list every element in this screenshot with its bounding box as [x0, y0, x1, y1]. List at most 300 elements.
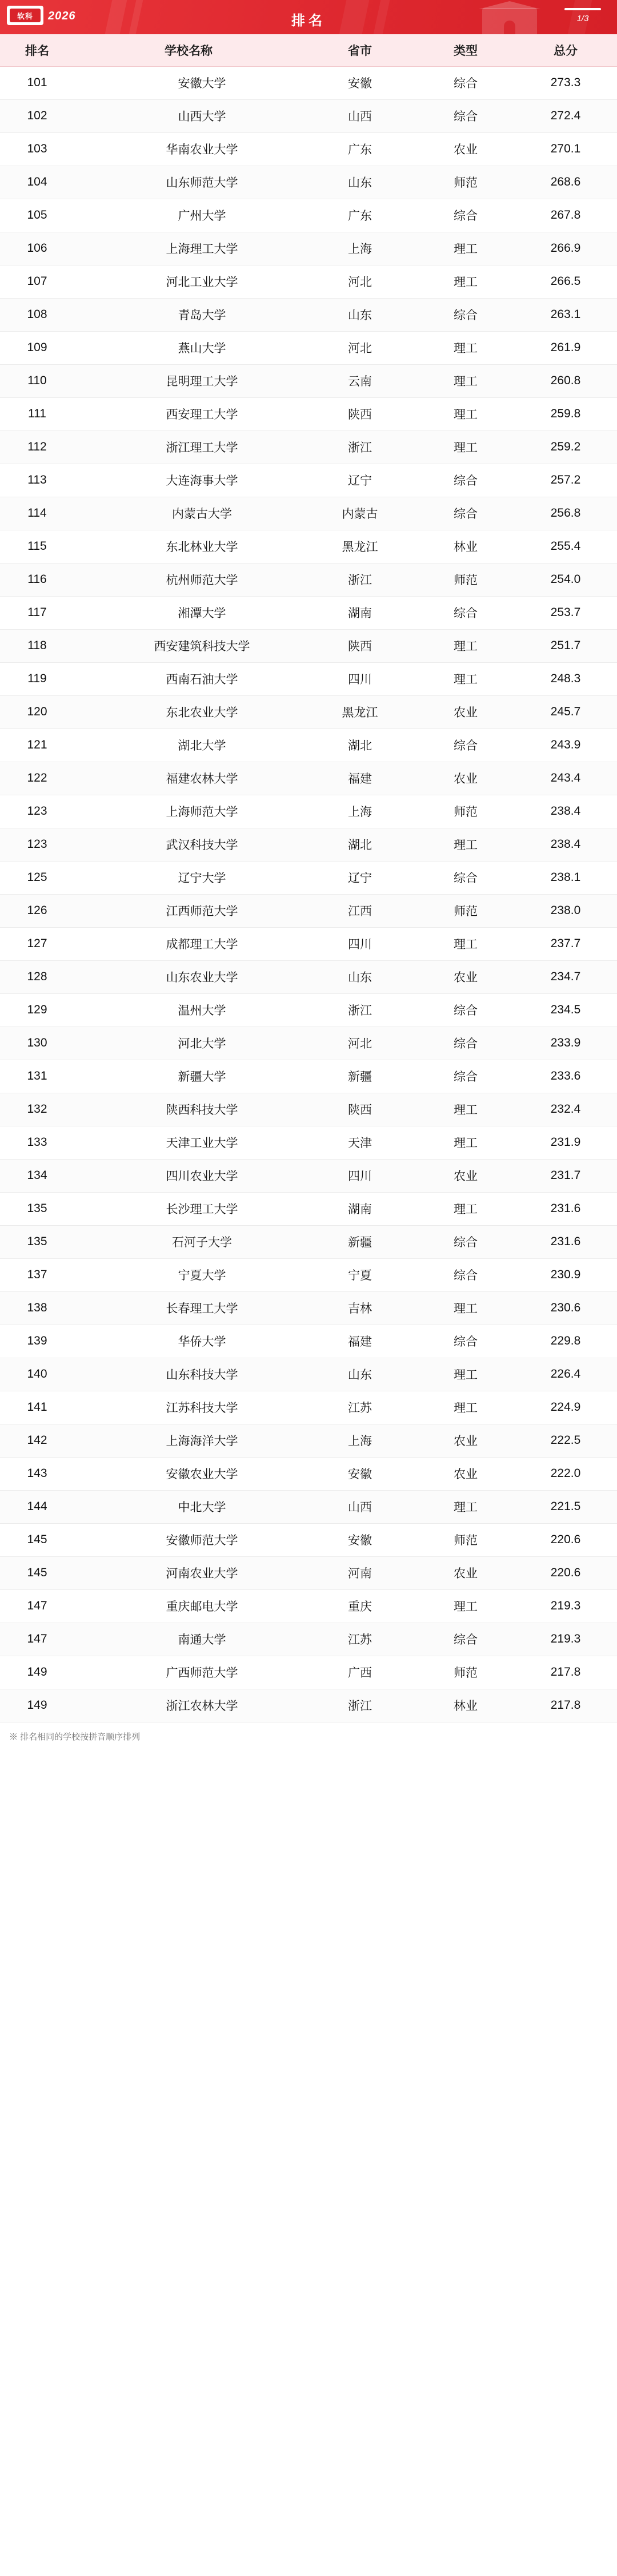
cell-rank: 123: [0, 828, 74, 861]
cell-total-score: 230.9: [514, 1258, 617, 1291]
cell-rank: 126: [0, 894, 74, 927]
cell-total-score: 224.9: [514, 1391, 617, 1424]
cell-rank: 127: [0, 927, 74, 960]
cell-province: 广东: [303, 199, 417, 232]
cell-type: 农业: [417, 762, 514, 795]
cell-school-name: 武汉科技大学: [74, 828, 303, 861]
cell-total-score: 260.8: [514, 364, 617, 397]
table-row[interactable]: [0, 331, 617, 364]
cell-province: 宁夏: [303, 1258, 417, 1291]
cell-total-score: 231.6: [514, 1192, 617, 1225]
cell-type: 理工: [417, 232, 514, 265]
cell-type: 师范: [417, 1523, 514, 1556]
cell-rank: 103: [0, 132, 74, 166]
edition-year: 2026: [48, 10, 76, 22]
cell-school-name: 河北大学: [74, 1027, 303, 1060]
cell-school-name: 西安理工大学: [74, 397, 303, 430]
cell-rank: 104: [0, 166, 74, 199]
cell-province: 浙江: [303, 1689, 417, 1722]
cell-total-score: 233.9: [514, 1027, 617, 1060]
cell-school-name: 华南农业大学: [74, 132, 303, 166]
cell-province: 云南: [303, 364, 417, 397]
table-row[interactable]: [0, 1556, 617, 1589]
cell-school-name: 昆明理工大学: [74, 364, 303, 397]
cell-school-name: 西安建筑科技大学: [74, 629, 303, 662]
cell-school-name: 青岛大学: [74, 298, 303, 331]
header-banner: [0, 0, 617, 34]
cell-type: 理工: [417, 1589, 514, 1623]
table-row[interactable]: [0, 927, 617, 960]
cell-rank: 107: [0, 265, 74, 298]
cell-school-name: 山东农业大学: [74, 960, 303, 993]
column-header-school-name: 学校名称: [74, 34, 303, 66]
cell-province: 安徽: [303, 1523, 417, 1556]
cell-type: 理工: [417, 1391, 514, 1424]
cell-rank: 109: [0, 331, 74, 364]
table-row[interactable]: [0, 563, 617, 596]
table-row[interactable]: [0, 993, 617, 1027]
cell-type: 综合: [417, 99, 514, 132]
cell-school-name: 东北农业大学: [74, 695, 303, 728]
cell-rank: 105: [0, 199, 74, 232]
cell-province: 重庆: [303, 1589, 417, 1623]
cell-province: 山东: [303, 960, 417, 993]
cell-school-name: 宁夏大学: [74, 1258, 303, 1291]
cell-type: 师范: [417, 166, 514, 199]
cell-rank: 117: [0, 596, 74, 629]
cell-school-name: 广西师范大学: [74, 1656, 303, 1689]
cell-province: 上海: [303, 1424, 417, 1457]
table-row[interactable]: [0, 265, 617, 298]
ranking-table: [0, 34, 617, 1722]
page-indicator-text: 1/3: [576, 14, 589, 23]
cell-rank: 108: [0, 298, 74, 331]
table-row[interactable]: [0, 1457, 617, 1490]
cell-total-score: 238.1: [514, 861, 617, 894]
table-row[interactable]: [0, 132, 617, 166]
cell-type: 师范: [417, 1656, 514, 1689]
cell-total-score: 253.7: [514, 596, 617, 629]
cell-rank: 130: [0, 1027, 74, 1060]
table-row[interactable]: [0, 1060, 617, 1093]
cell-school-name: 上海理工大学: [74, 232, 303, 265]
cell-type: 理工: [417, 629, 514, 662]
cell-rank: 141: [0, 1391, 74, 1424]
cell-rank: 149: [0, 1689, 74, 1722]
cell-school-name: 江苏科技大学: [74, 1391, 303, 1424]
table-row[interactable]: [0, 1589, 617, 1623]
cell-school-name: 燕山大学: [74, 331, 303, 364]
cell-total-score: 256.8: [514, 497, 617, 530]
cell-rank: 113: [0, 464, 74, 497]
cell-type: 综合: [417, 1027, 514, 1060]
cell-school-name: 山东科技大学: [74, 1358, 303, 1391]
cell-rank: 145: [0, 1523, 74, 1556]
table-row[interactable]: [0, 99, 617, 132]
table-row[interactable]: [0, 1027, 617, 1060]
table-row[interactable]: [0, 1689, 617, 1722]
cell-rank: 106: [0, 232, 74, 265]
cell-rank: 137: [0, 1258, 74, 1291]
table-row[interactable]: [0, 596, 617, 629]
table-row[interactable]: [0, 1490, 617, 1523]
table-row[interactable]: [0, 1159, 617, 1192]
table-row[interactable]: [0, 861, 617, 894]
cell-school-name: 南通大学: [74, 1623, 303, 1656]
cell-type: 理工: [417, 1093, 514, 1126]
cell-rank: 132: [0, 1093, 74, 1126]
table-body: [0, 66, 617, 1722]
cell-rank: 102: [0, 99, 74, 132]
cell-province: 江苏: [303, 1391, 417, 1424]
cell-school-name: 华侨大学: [74, 1325, 303, 1358]
cell-rank: 101: [0, 66, 74, 99]
table-row[interactable]: [0, 728, 617, 762]
table-row[interactable]: [0, 828, 617, 861]
table-row[interactable]: [0, 762, 617, 795]
cell-type: 师范: [417, 563, 514, 596]
page-indicator: [564, 8, 601, 23]
cell-rank: 138: [0, 1291, 74, 1325]
cell-province: 内蒙古: [303, 497, 417, 530]
cell-type: 综合: [417, 1325, 514, 1358]
cell-school-name: 广州大学: [74, 199, 303, 232]
cell-rank: 133: [0, 1126, 74, 1159]
cell-province: 陕西: [303, 397, 417, 430]
cell-province: 江苏: [303, 1623, 417, 1656]
cell-total-score: 217.8: [514, 1689, 617, 1722]
cell-school-name: 西南石油大学: [74, 662, 303, 695]
cell-school-name: 内蒙古大学: [74, 497, 303, 530]
cell-total-score: 221.5: [514, 1490, 617, 1523]
cell-province: 安徽: [303, 66, 417, 99]
cell-school-name: 浙江理工大学: [74, 430, 303, 464]
table-row[interactable]: [0, 497, 617, 530]
cell-total-score: 263.1: [514, 298, 617, 331]
cell-province: 山西: [303, 1490, 417, 1523]
cell-rank: 123: [0, 795, 74, 828]
table-row[interactable]: [0, 1656, 617, 1689]
cell-total-score: 222.0: [514, 1457, 617, 1490]
column-header-type: 类型: [417, 34, 514, 66]
cell-type: 理工: [417, 397, 514, 430]
cell-school-name: 新疆大学: [74, 1060, 303, 1093]
cell-rank: 110: [0, 364, 74, 397]
cell-school-name: 大连海事大学: [74, 464, 303, 497]
cell-rank: 114: [0, 497, 74, 530]
cell-province: 河北: [303, 265, 417, 298]
cell-type: 综合: [417, 1225, 514, 1258]
cell-total-score: 226.4: [514, 1358, 617, 1391]
table-row[interactable]: [0, 629, 617, 662]
cell-province: 山东: [303, 298, 417, 331]
cell-rank: 118: [0, 629, 74, 662]
cell-rank: 125: [0, 861, 74, 894]
page-indicator-bar: [564, 8, 601, 10]
cell-total-score: 238.4: [514, 828, 617, 861]
cell-type: 综合: [417, 298, 514, 331]
brand-logo-text: 软科: [10, 9, 41, 22]
cell-province: 福建: [303, 762, 417, 795]
cell-rank: 112: [0, 430, 74, 464]
cell-school-name: 河南农业大学: [74, 1556, 303, 1589]
cell-type: 理工: [417, 265, 514, 298]
cell-rank: 131: [0, 1060, 74, 1093]
cell-rank: 140: [0, 1358, 74, 1391]
cell-type: 农业: [417, 1556, 514, 1589]
table-row[interactable]: [0, 1523, 617, 1556]
cell-school-name: 重庆邮电大学: [74, 1589, 303, 1623]
cell-rank: 145: [0, 1556, 74, 1589]
table-row[interactable]: [0, 695, 617, 728]
cell-total-score: 220.6: [514, 1556, 617, 1589]
table-row[interactable]: [0, 894, 617, 927]
cell-school-name: 安徽大学: [74, 66, 303, 99]
cell-type: 农业: [417, 1159, 514, 1192]
cell-school-name: 福建农林大学: [74, 762, 303, 795]
cell-province: 辽宁: [303, 464, 417, 497]
cell-province: 湖南: [303, 596, 417, 629]
table-row[interactable]: [0, 298, 617, 331]
cell-school-name: 安徽农业大学: [74, 1457, 303, 1490]
cell-rank: 129: [0, 993, 74, 1027]
table-row[interactable]: [0, 464, 617, 497]
cell-rank: 142: [0, 1424, 74, 1457]
table-row[interactable]: [0, 364, 617, 397]
cell-rank: 149: [0, 1656, 74, 1689]
cell-total-score: 220.6: [514, 1523, 617, 1556]
cell-rank: 147: [0, 1589, 74, 1623]
cell-type: 综合: [417, 1258, 514, 1291]
table-row[interactable]: [0, 1126, 617, 1159]
cell-school-name: 陕西科技大学: [74, 1093, 303, 1126]
cell-rank: 139: [0, 1325, 74, 1358]
cell-total-score: 259.2: [514, 430, 617, 464]
cell-total-score: 219.3: [514, 1623, 617, 1656]
table-header-row: [0, 34, 617, 66]
cell-total-score: 231.7: [514, 1159, 617, 1192]
cell-total-score: 254.0: [514, 563, 617, 596]
cell-province: 安徽: [303, 1457, 417, 1490]
cell-province: 四川: [303, 927, 417, 960]
cell-type: 综合: [417, 199, 514, 232]
cell-total-score: 238.4: [514, 795, 617, 828]
cell-province: 湖北: [303, 828, 417, 861]
cell-type: 综合: [417, 993, 514, 1027]
cell-school-name: 成都理工大学: [74, 927, 303, 960]
cell-type: 理工: [417, 1192, 514, 1225]
cell-total-score: 273.3: [514, 66, 617, 99]
cell-total-score: 217.8: [514, 1656, 617, 1689]
cell-province: 河北: [303, 1027, 417, 1060]
table-row[interactable]: [0, 430, 617, 464]
cell-rank: 134: [0, 1159, 74, 1192]
cell-type: 理工: [417, 1358, 514, 1391]
cell-total-score: 232.4: [514, 1093, 617, 1126]
cell-type: 综合: [417, 861, 514, 894]
cell-province: 吉林: [303, 1291, 417, 1325]
cell-province: 四川: [303, 1159, 417, 1192]
cell-province: 山东: [303, 166, 417, 199]
cell-total-score: 229.8: [514, 1325, 617, 1358]
cell-total-score: 243.9: [514, 728, 617, 762]
cell-province: 广东: [303, 132, 417, 166]
table-row[interactable]: [0, 1358, 617, 1391]
cell-province: 新疆: [303, 1225, 417, 1258]
cell-school-name: 山西大学: [74, 99, 303, 132]
cell-school-name: 安徽师范大学: [74, 1523, 303, 1556]
cell-province: 广西: [303, 1656, 417, 1689]
cell-school-name: 湘潭大学: [74, 596, 303, 629]
table-row[interactable]: [0, 1391, 617, 1424]
cell-province: 天津: [303, 1126, 417, 1159]
cell-type: 师范: [417, 795, 514, 828]
column-header-total-score: 总分: [514, 34, 617, 66]
cell-province: 河北: [303, 331, 417, 364]
cell-total-score: 222.5: [514, 1424, 617, 1457]
cell-school-name: 石河子大学: [74, 1225, 303, 1258]
cell-school-name: 中北大学: [74, 1490, 303, 1523]
cell-rank: 116: [0, 563, 74, 596]
cell-total-score: 255.4: [514, 530, 617, 563]
cell-total-score: 266.5: [514, 265, 617, 298]
cell-school-name: 长春理工大学: [74, 1291, 303, 1325]
cell-province: 上海: [303, 795, 417, 828]
table-row[interactable]: [0, 397, 617, 430]
cell-school-name: 上海海洋大学: [74, 1424, 303, 1457]
cell-total-score: 219.3: [514, 1589, 617, 1623]
cell-school-name: 四川农业大学: [74, 1159, 303, 1192]
table-row[interactable]: [0, 1192, 617, 1225]
cell-rank: 128: [0, 960, 74, 993]
cell-type: 农业: [417, 132, 514, 166]
cell-school-name: 东北林业大学: [74, 530, 303, 563]
cell-total-score: 230.6: [514, 1291, 617, 1325]
cell-rank: 111: [0, 397, 74, 430]
cell-type: 综合: [417, 1623, 514, 1656]
table-row[interactable]: [0, 1325, 617, 1358]
cell-type: 综合: [417, 1060, 514, 1093]
cell-type: 综合: [417, 66, 514, 99]
table-row[interactable]: [0, 166, 617, 199]
table-row[interactable]: [0, 1623, 617, 1656]
cell-total-score: 268.6: [514, 166, 617, 199]
cell-school-name: 长沙理工大学: [74, 1192, 303, 1225]
table-row[interactable]: [0, 1225, 617, 1258]
page-title: 排名: [291, 13, 326, 29]
cell-total-score: 266.9: [514, 232, 617, 265]
cell-province: 浙江: [303, 993, 417, 1027]
cell-school-name: 温州大学: [74, 993, 303, 1027]
cell-province: 山西: [303, 99, 417, 132]
table-row[interactable]: [0, 1258, 617, 1291]
column-header-province: 省市: [303, 34, 417, 66]
cell-province: 黑龙江: [303, 695, 417, 728]
cell-total-score: 245.7: [514, 695, 617, 728]
cell-type: 理工: [417, 364, 514, 397]
cell-type: 综合: [417, 497, 514, 530]
cell-province: 浙江: [303, 563, 417, 596]
cell-total-score: 231.9: [514, 1126, 617, 1159]
cell-province: 福建: [303, 1325, 417, 1358]
cell-type: 理工: [417, 1490, 514, 1523]
cell-total-score: 257.2: [514, 464, 617, 497]
table-row[interactable]: [0, 530, 617, 563]
table-row[interactable]: [0, 199, 617, 232]
table-row[interactable]: [0, 795, 617, 828]
cell-rank: 121: [0, 728, 74, 762]
cell-rank: 119: [0, 662, 74, 695]
cell-province: 河南: [303, 1556, 417, 1589]
cell-province: 浙江: [303, 430, 417, 464]
cell-total-score: 234.5: [514, 993, 617, 1027]
cell-school-name: 杭州师范大学: [74, 563, 303, 596]
cell-type: 理工: [417, 927, 514, 960]
cell-type: 农业: [417, 960, 514, 993]
cell-total-score: 248.3: [514, 662, 617, 695]
cell-rank: 147: [0, 1623, 74, 1656]
cell-type: 农业: [417, 695, 514, 728]
cell-total-score: 237.7: [514, 927, 617, 960]
table-row[interactable]: [0, 1291, 617, 1325]
cell-total-score: 270.1: [514, 132, 617, 166]
cell-province: 湖南: [303, 1192, 417, 1225]
cell-total-score: 272.4: [514, 99, 617, 132]
cell-province: 辽宁: [303, 861, 417, 894]
column-header-rank: 排名: [0, 34, 74, 66]
cell-type: 林业: [417, 1689, 514, 1722]
table-header: [0, 34, 617, 66]
cell-total-score: 234.7: [514, 960, 617, 993]
cell-school-name: 河北工业大学: [74, 265, 303, 298]
cell-school-name: 天津工业大学: [74, 1126, 303, 1159]
cell-type: 综合: [417, 464, 514, 497]
cell-total-score: 233.6: [514, 1060, 617, 1093]
table-row[interactable]: [0, 66, 617, 99]
cell-rank: 122: [0, 762, 74, 795]
cell-type: 理工: [417, 1126, 514, 1159]
cell-school-name: 江西师范大学: [74, 894, 303, 927]
cell-total-score: 238.0: [514, 894, 617, 927]
cell-total-score: 231.6: [514, 1225, 617, 1258]
table-row[interactable]: [0, 960, 617, 993]
table-footnote: ※ 排名相同的学校按拼音顺序排列: [9, 1732, 141, 1742]
cell-province: 陕西: [303, 1093, 417, 1126]
cell-type: 综合: [417, 596, 514, 629]
cell-school-name: 上海师范大学: [74, 795, 303, 828]
cell-rank: 120: [0, 695, 74, 728]
table-row[interactable]: [0, 232, 617, 265]
cell-rank: 143: [0, 1457, 74, 1490]
cell-province: 江西: [303, 894, 417, 927]
cell-total-score: 251.7: [514, 629, 617, 662]
cell-type: 理工: [417, 1291, 514, 1325]
table-row[interactable]: [0, 1093, 617, 1126]
cell-rank: 135: [0, 1225, 74, 1258]
cell-rank: 144: [0, 1490, 74, 1523]
cell-school-name: 湖北大学: [74, 728, 303, 762]
cell-type: 农业: [417, 1424, 514, 1457]
cell-province: 黑龙江: [303, 530, 417, 563]
cell-province: 湖北: [303, 728, 417, 762]
cell-province: 上海: [303, 232, 417, 265]
cell-school-name: 山东师范大学: [74, 166, 303, 199]
cell-type: 理工: [417, 662, 514, 695]
cell-total-score: 261.9: [514, 331, 617, 364]
cell-province: 陕西: [303, 629, 417, 662]
table-row[interactable]: [0, 1424, 617, 1457]
table-row[interactable]: [0, 662, 617, 695]
